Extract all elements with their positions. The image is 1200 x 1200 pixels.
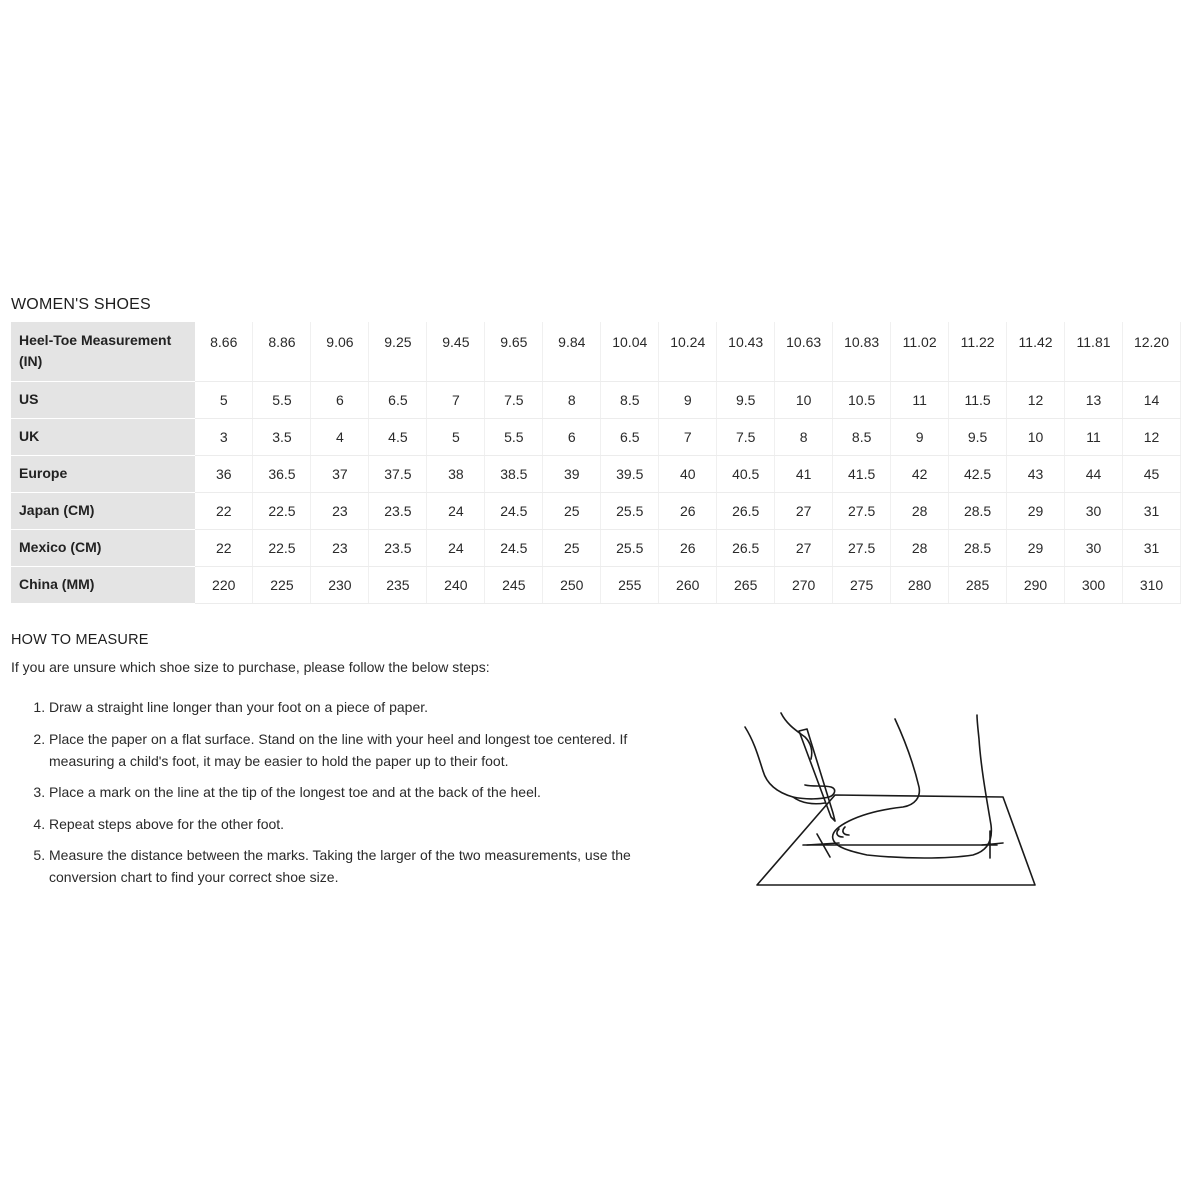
table-cell: 270 bbox=[775, 566, 833, 603]
row-header: Japan (CM) bbox=[11, 492, 195, 529]
table-cell: 40 bbox=[659, 455, 717, 492]
hand-fingers-shape bbox=[781, 713, 825, 804]
table-cell: 38 bbox=[427, 455, 485, 492]
table-cell: 12 bbox=[1123, 418, 1181, 455]
table-cell: 290 bbox=[1007, 566, 1065, 603]
row-header: Mexico (CM) bbox=[11, 529, 195, 566]
table-cell: 30 bbox=[1065, 492, 1123, 529]
table-row bbox=[11, 322, 1181, 381]
table-cell: 29 bbox=[1007, 492, 1065, 529]
table-cell: 25 bbox=[543, 492, 601, 529]
table-cell: 9.25 bbox=[369, 322, 427, 381]
row-header: US bbox=[11, 381, 195, 418]
table-cell: 310 bbox=[1123, 566, 1181, 603]
table-cell: 5 bbox=[195, 381, 253, 418]
table-cell: 225 bbox=[253, 566, 311, 603]
table-cell: 12 bbox=[1007, 381, 1065, 418]
pen-shape bbox=[799, 729, 835, 821]
table-cell: 7.5 bbox=[717, 418, 775, 455]
table-cell: 22.5 bbox=[253, 492, 311, 529]
table-cell: 25 bbox=[543, 529, 601, 566]
table-cell: 6 bbox=[311, 381, 369, 418]
measure-step: 4. Repeat steps above for the other foot. bbox=[49, 813, 649, 835]
table-cell: 42.5 bbox=[949, 455, 1007, 492]
table-cell: 45 bbox=[1123, 455, 1181, 492]
table-row bbox=[11, 492, 1181, 529]
table-cell: 43 bbox=[1007, 455, 1065, 492]
table-cell: 11.02 bbox=[891, 322, 949, 381]
table-cell: 9 bbox=[891, 418, 949, 455]
table-cell: 300 bbox=[1065, 566, 1123, 603]
measure-step: 5. Measure the distance between the marks. Taking the larger of the two measurements, use the conversion chart to find your correct shoe size. bbox=[49, 844, 649, 888]
table-cell: 7 bbox=[427, 381, 485, 418]
table-row bbox=[11, 529, 1181, 566]
table-cell: 5.5 bbox=[485, 418, 543, 455]
table-cell: 9.06 bbox=[311, 322, 369, 381]
table-cell: 9.5 bbox=[717, 381, 775, 418]
table-cell: 7.5 bbox=[485, 381, 543, 418]
table-cell: 36.5 bbox=[253, 455, 311, 492]
table-cell: 26 bbox=[659, 492, 717, 529]
table-cell: 260 bbox=[659, 566, 717, 603]
table-cell: 44 bbox=[1065, 455, 1123, 492]
table-cell: 10.43 bbox=[717, 322, 775, 381]
table-cell: 37.5 bbox=[369, 455, 427, 492]
table-cell: 10 bbox=[775, 381, 833, 418]
table-cell: 280 bbox=[891, 566, 949, 603]
table-cell: 40.5 bbox=[717, 455, 775, 492]
table-cell: 11.81 bbox=[1065, 322, 1123, 381]
table-cell: 22.5 bbox=[253, 529, 311, 566]
table-cell: 8.5 bbox=[833, 418, 891, 455]
table-cell: 10.24 bbox=[659, 322, 717, 381]
how-to-measure-title: HOW TO MEASURE bbox=[11, 632, 149, 648]
table-cell: 275 bbox=[833, 566, 891, 603]
table-cell: 28.5 bbox=[949, 529, 1007, 566]
table-cell: 29 bbox=[1007, 529, 1065, 566]
table-cell: 26 bbox=[659, 529, 717, 566]
table-cell: 10 bbox=[1007, 418, 1065, 455]
table-cell: 240 bbox=[427, 566, 485, 603]
table-cell: 265 bbox=[717, 566, 775, 603]
table-cell: 5.5 bbox=[253, 381, 311, 418]
table-cell: 11 bbox=[891, 381, 949, 418]
table-cell: 10.63 bbox=[775, 322, 833, 381]
table-cell: 25.5 bbox=[601, 529, 659, 566]
table-row bbox=[11, 455, 1181, 492]
measure-step: 3. Place a mark on the line at the tip of the longest toe and at the back of the heel. bbox=[49, 781, 649, 803]
table-cell: 31 bbox=[1123, 492, 1181, 529]
row-header: Europe bbox=[11, 455, 195, 492]
table-cell: 230 bbox=[311, 566, 369, 603]
table-cell: 255 bbox=[601, 566, 659, 603]
table-cell: 37 bbox=[311, 455, 369, 492]
table-cell: 41 bbox=[775, 455, 833, 492]
table-cell: 4.5 bbox=[369, 418, 427, 455]
table-cell: 9.45 bbox=[427, 322, 485, 381]
table-cell: 9.5 bbox=[949, 418, 1007, 455]
table-cell: 22 bbox=[195, 492, 253, 529]
table-cell: 41.5 bbox=[833, 455, 891, 492]
how-to-measure-intro: If you are unsure which shoe size to purchase, please follow the below steps: bbox=[11, 659, 490, 675]
table-cell: 10.5 bbox=[833, 381, 891, 418]
table-cell: 38.5 bbox=[485, 455, 543, 492]
table-cell: 250 bbox=[543, 566, 601, 603]
table-cell: 42 bbox=[891, 455, 949, 492]
table-cell: 27 bbox=[775, 529, 833, 566]
table-cell: 24.5 bbox=[485, 529, 543, 566]
table-cell: 30 bbox=[1065, 529, 1123, 566]
hand-outline-shape bbox=[745, 727, 835, 799]
table-cell: 28 bbox=[891, 529, 949, 566]
table-cell: 14 bbox=[1123, 381, 1181, 418]
table-cell: 24.5 bbox=[485, 492, 543, 529]
table-cell: 3.5 bbox=[253, 418, 311, 455]
table-cell: 13 bbox=[1065, 381, 1123, 418]
table-cell: 7 bbox=[659, 418, 717, 455]
table-cell: 9.65 bbox=[485, 322, 543, 381]
table-cell: 11.42 bbox=[1007, 322, 1065, 381]
table-cell: 3 bbox=[195, 418, 253, 455]
table-cell: 220 bbox=[195, 566, 253, 603]
table-cell: 5 bbox=[427, 418, 485, 455]
table-cell: 24 bbox=[427, 492, 485, 529]
table-cell: 27.5 bbox=[833, 492, 891, 529]
table-cell: 23 bbox=[311, 492, 369, 529]
row-header: UK bbox=[11, 418, 195, 455]
table-cell: 23.5 bbox=[369, 529, 427, 566]
table-cell: 10.83 bbox=[833, 322, 891, 381]
table-cell: 26.5 bbox=[717, 492, 775, 529]
foot-measuring-illustration bbox=[735, 705, 1045, 895]
table-cell: 31 bbox=[1123, 529, 1181, 566]
table-row bbox=[11, 418, 1181, 455]
table-cell: 6.5 bbox=[369, 381, 427, 418]
table-cell: 39.5 bbox=[601, 455, 659, 492]
table-cell: 12.20 bbox=[1123, 322, 1181, 381]
table-cell: 28.5 bbox=[949, 492, 1007, 529]
table-cell: 22 bbox=[195, 529, 253, 566]
table-row bbox=[11, 381, 1181, 418]
table-cell: 6 bbox=[543, 418, 601, 455]
table-cell: 245 bbox=[485, 566, 543, 603]
table-cell: 285 bbox=[949, 566, 1007, 603]
table-cell: 8 bbox=[543, 381, 601, 418]
table-cell: 11 bbox=[1065, 418, 1123, 455]
table-cell: 8.66 bbox=[195, 322, 253, 381]
table-cell: 26.5 bbox=[717, 529, 775, 566]
row-header: China (MM) bbox=[11, 566, 195, 603]
table-cell: 23.5 bbox=[369, 492, 427, 529]
measure-step: 2. Place the paper on a flat surface. Stand on the line with your heel and longest toe centered. If measuring a child's foot, it may be easier to hold the paper up to their foot. bbox=[49, 728, 649, 772]
table-cell: 28 bbox=[891, 492, 949, 529]
table-cell: 6.5 bbox=[601, 418, 659, 455]
table-cell: 25.5 bbox=[601, 492, 659, 529]
size-chart-table bbox=[11, 322, 1181, 604]
measure-steps-list bbox=[12, 696, 649, 898]
table-row bbox=[11, 566, 1181, 603]
table-cell: 235 bbox=[369, 566, 427, 603]
heel-mark-shape bbox=[982, 831, 1003, 858]
table-cell: 8.86 bbox=[253, 322, 311, 381]
table-cell: 11.5 bbox=[949, 381, 1007, 418]
table-cell: 9 bbox=[659, 381, 717, 418]
row-header: Heel-Toe Measurement (IN) bbox=[11, 322, 195, 381]
toes-shape bbox=[837, 827, 849, 837]
table-cell: 4 bbox=[311, 418, 369, 455]
table-cell: 8 bbox=[775, 418, 833, 455]
table-cell: 24 bbox=[427, 529, 485, 566]
table-cell: 10.04 bbox=[601, 322, 659, 381]
size-chart-title: WOMEN'S SHOES bbox=[11, 296, 151, 313]
measure-step: 1. Draw a straight line longer than your foot on a piece of paper. bbox=[49, 696, 649, 718]
table-cell: 9.84 bbox=[543, 322, 601, 381]
table-cell: 23 bbox=[311, 529, 369, 566]
table-cell: 11.22 bbox=[949, 322, 1007, 381]
table-cell: 39 bbox=[543, 455, 601, 492]
table-cell: 27.5 bbox=[833, 529, 891, 566]
foot-outline-shape bbox=[833, 715, 992, 858]
table-cell: 8.5 bbox=[601, 381, 659, 418]
table-cell: 27 bbox=[775, 492, 833, 529]
table-cell: 36 bbox=[195, 455, 253, 492]
